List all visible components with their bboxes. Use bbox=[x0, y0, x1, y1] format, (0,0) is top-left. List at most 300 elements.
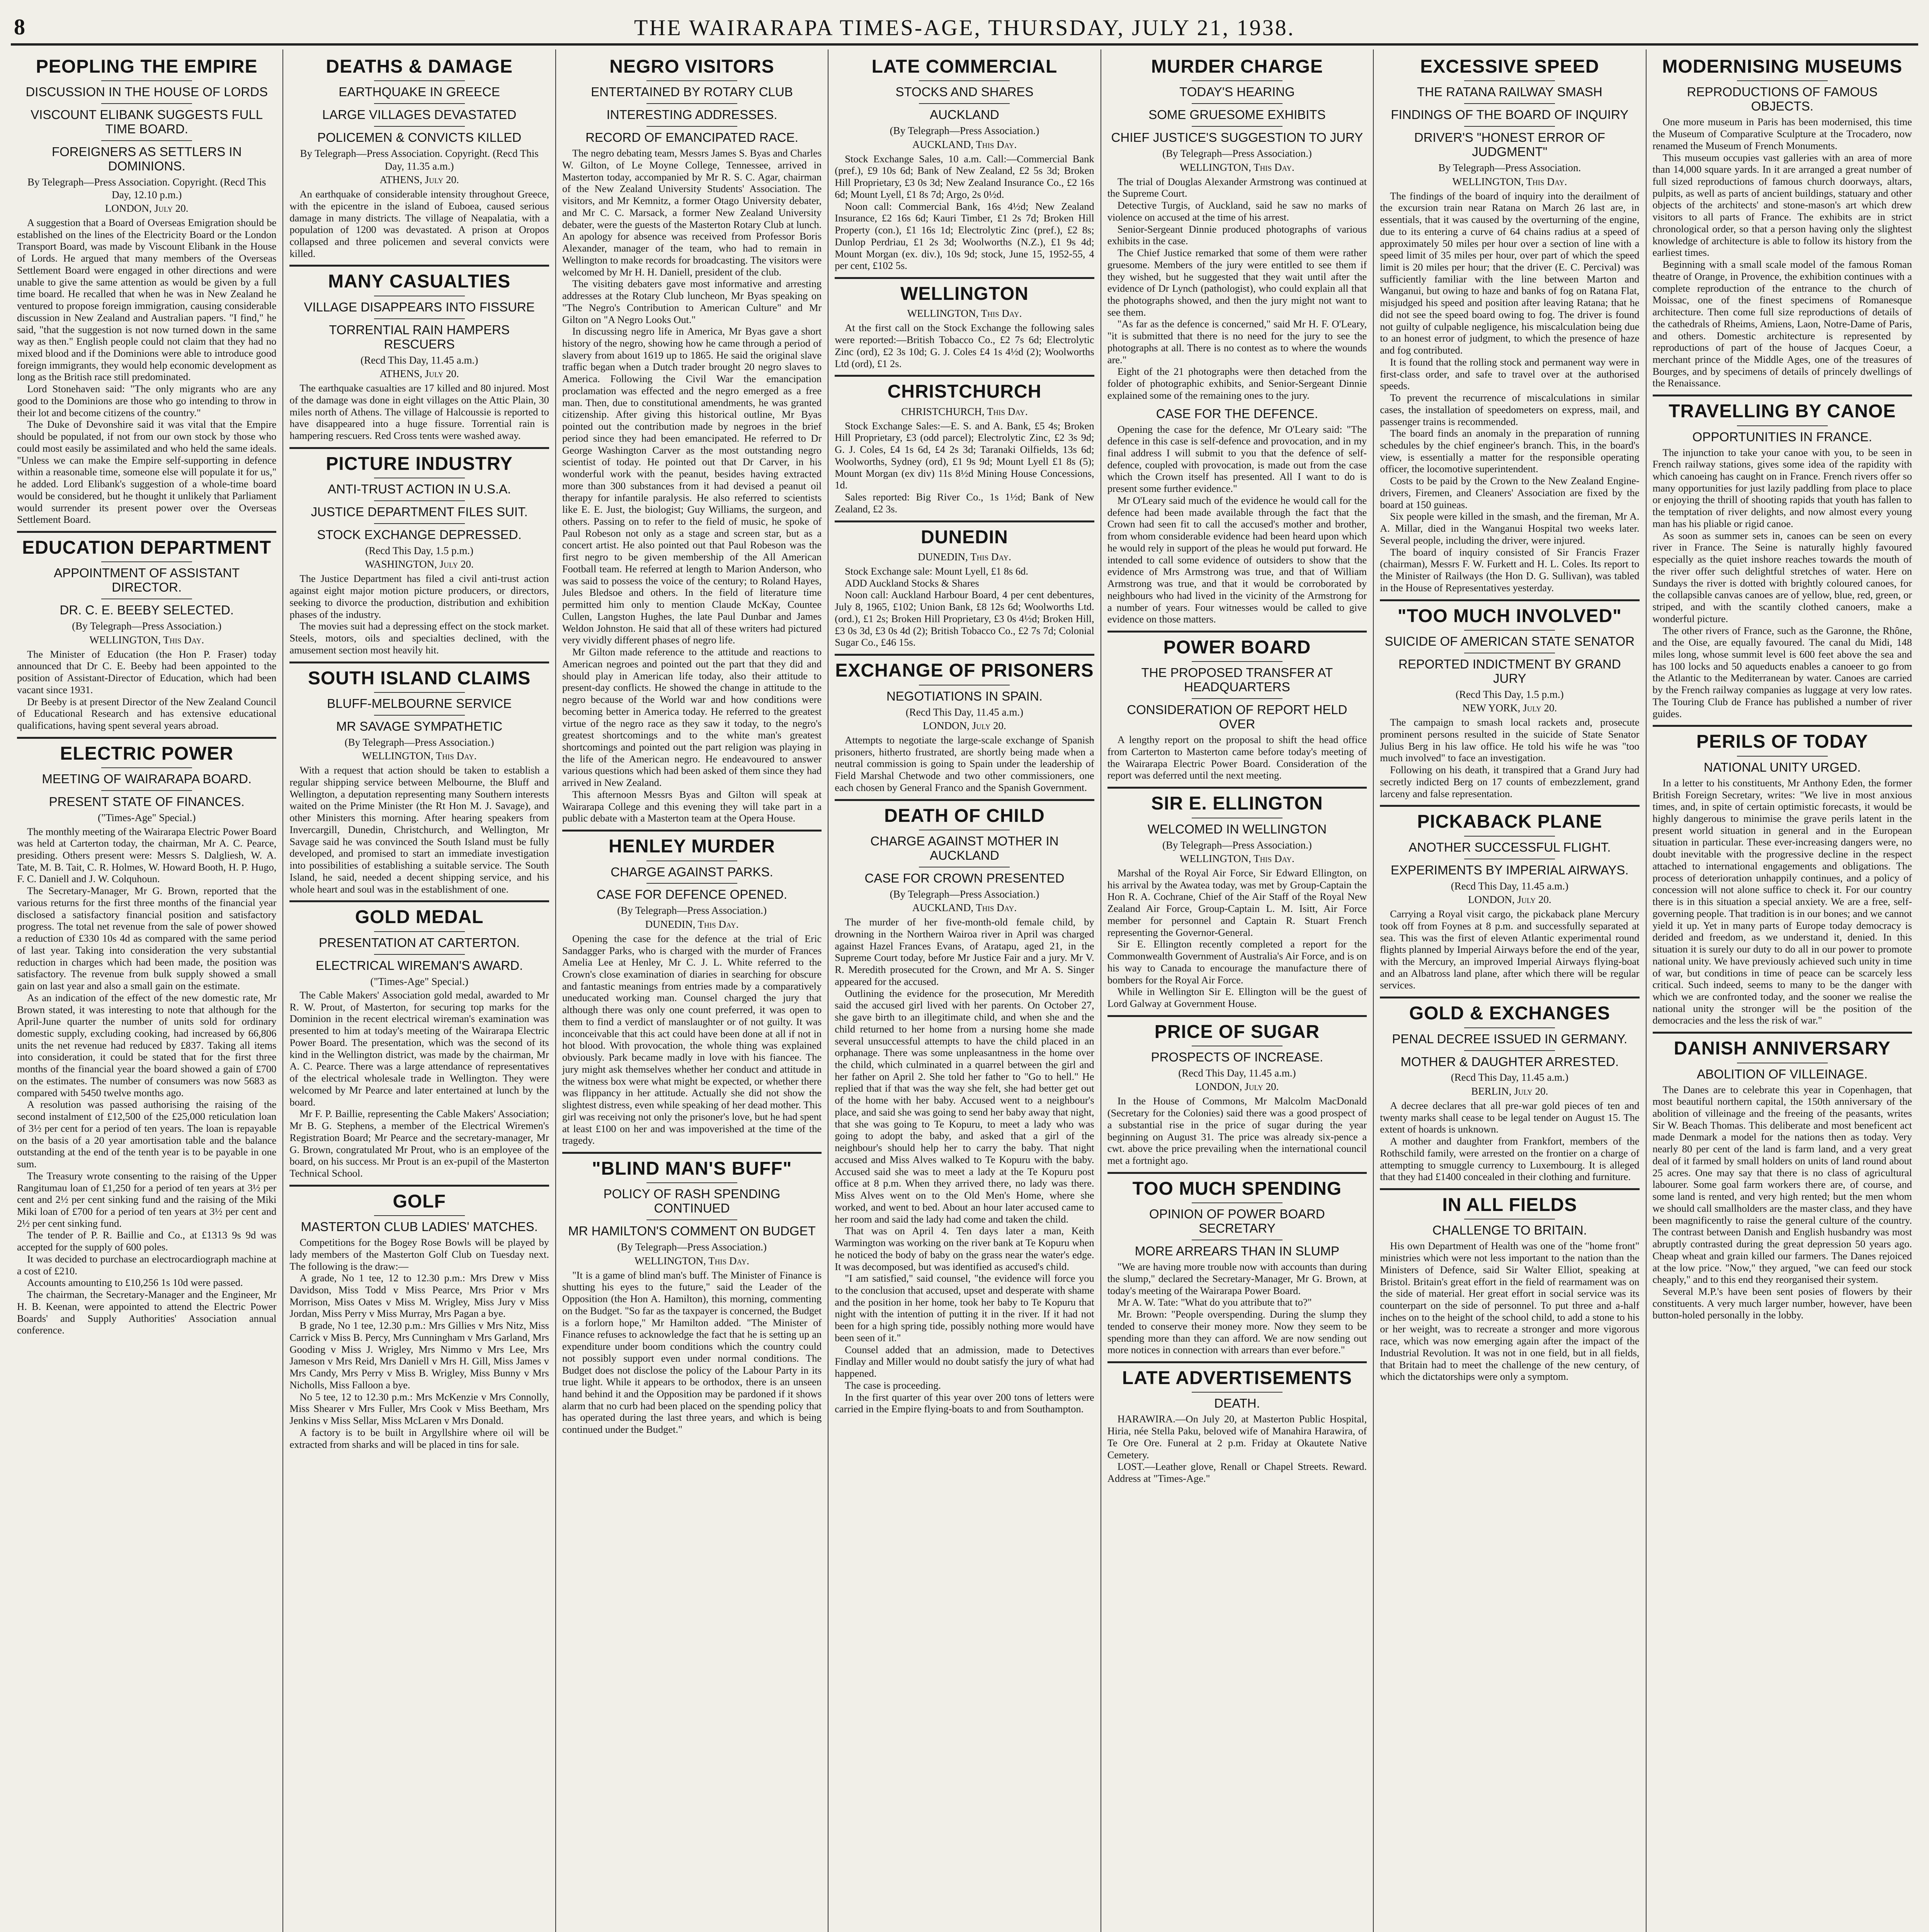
article-paragraph: Noon call: Auckland Harbour Board, 4 per cent debentures, July 8, 1965, £102; Union Bank, £8 12s 6d; Woolworths Ltd. (ord.), £1 2s; Broken Hill Proprietary, £3 0s 4½d; Broken Hill, £3 0s 3d, £3 0s 4d (2); British Tobacco Co., £2 7s 7d; Colonial Sugar Co., £46 15s. bbox=[835, 589, 1094, 648]
article-paragraph: The movies suit had a depressing effect on the stock market. Steels, motors, oils and specialties declined, with the amusement section most heavily hit. bbox=[289, 620, 549, 656]
byline: (Recd This Day, 11.45 a.m.) bbox=[1451, 880, 1568, 892]
headline: DEATHS & DAMAGE bbox=[326, 56, 513, 77]
byline: (By Telegraph—Press Association.) bbox=[890, 125, 1039, 137]
divider bbox=[374, 954, 465, 955]
subheadline: PROSPECTS OF INCREASE. bbox=[1151, 1050, 1323, 1065]
article-paragraph: The tender of P. R. Baillie and Co., at £1313 9s 9d was accepted for the supply of 600 poles. bbox=[17, 1229, 277, 1253]
article-paragraph: The Treasury wrote consenting to the raising of the Upper Rangitumau loan of £1,250 for a period of ten years at 3½ per cent and 2½ per cent sinking fund and the raising of the Miki Miki loan of £700 for a period of ten years at 3½ per cent and 2½ per cent sinking fund. bbox=[17, 1170, 277, 1229]
byline: By Telegraph—Press Association. Copyright. (Recd This Day, 12.10 p.m.) bbox=[27, 176, 266, 201]
column bbox=[283, 49, 556, 1932]
headline: ELECTRIC POWER bbox=[17, 737, 276, 764]
subheadline: DISCUSSION IN THE HOUSE OF LORDS bbox=[26, 85, 268, 99]
divider bbox=[1192, 1202, 1283, 1203]
article-paragraph: The findings of the board of inquiry into the derailment of the excursion train near Ratana on March 26 last are, in essentials, that it was caused by the overturning of the engine, due to its entering a curve of 64 chains radius at a speed of approximately 50 miles per hour over a section of line with a speed limit of 35 miles per hour, over part of which the speed limit is 20 miles per hour; that the driver (E. C. Percival) was sufficiently familiar with the line between Marton and Wanganui, but owing to haze and banks of fog on Ratana Flat, misjudged his speed and position after leaving Ratana; that he did not see the speed board owing to fog. The driver is found not guilty of culpable negligence, his miscalculation being due to an honest error of judgment, to which the presence of haze and fog contributed. bbox=[1380, 190, 1640, 356]
subheadline: FINDINGS OF THE BOARD OF INQUIRY bbox=[1391, 107, 1629, 122]
divider bbox=[1192, 103, 1283, 104]
headline: LATE ADVERTISEMENTS bbox=[1107, 1361, 1367, 1388]
divider bbox=[1737, 756, 1828, 757]
dateline: ATHENS, July 20. bbox=[379, 368, 459, 380]
article bbox=[835, 277, 1094, 369]
column bbox=[828, 49, 1101, 1932]
article-paragraph: "As far as the defence is concerned," said Mr H. F. O'Leary, "it is submitted that there is no need for the jury to see the photographs at all. There is no contest as to where the wounds are." bbox=[1107, 318, 1367, 366]
article-paragraph: Stock Exchange sale: Mount Lyell, £1 8s 6d. bbox=[845, 565, 1028, 577]
article bbox=[1107, 407, 1367, 625]
byline: (By Telegraph—Press Association.) bbox=[1162, 839, 1312, 851]
article bbox=[289, 900, 549, 1179]
article-paragraph: Following on his death, it transpired that a Grand Jury had secretly indicted Berg on 17 counts of embezzlement, grand larceny and false representation. bbox=[1380, 764, 1640, 799]
divider bbox=[374, 523, 465, 524]
article bbox=[1380, 599, 1639, 800]
subheadline: OPINION OF POWER BOARD SECRETARY bbox=[1149, 1207, 1325, 1236]
article-paragraph: As an indication of the effect of the new domestic rate, Mr Brown stated, it was interesting to note that although for the April-June quarter the number of units sold for ordinary domestic supply, excluding cooking, had increased by 66,806 units the net revenue had reduced by £837. Taking all items into consideration, it could be stated that for the first three months of the financial year the board showed a gain of £700 on the estimates. The number of consumers was now 5683 as compared with 5450 twelve months ago. bbox=[17, 992, 277, 1099]
byline: (Recd This Day, 11.45 a.m.) bbox=[905, 706, 1024, 718]
divider bbox=[101, 140, 192, 141]
article-paragraph: A mother and daughter from Frankfort, members of the Rothschild family, were arrested on the frontier on a charge of attempting to smuggle currency to Luxembourg. It is alleged that they had £1400 concealed in their clothing and furniture. bbox=[1380, 1135, 1640, 1183]
subheadline: POLICEMEN & CONVICTS KILLED bbox=[317, 130, 522, 145]
article-paragraph: The negro debating team, Messrs James S. Byas and Charles W. Gilton, of Le Moyne College, Tennessee, arrived in Masterton today, accompanied by Mr R. S. C. Agar, chairman of the New Zealand University Students' Association. The visitors, and Mr Kemnitz, a former Otago University debater, and Mr C. C. Marsack, a former New Zealand University debater, were the guests of the Masterton Rotary Club at lunch. An apology for absence was received from Professor Boris Alexander, manager of the team, who had to remain in Wellington to make records for broadcasting. The visitors were welcomed by Mr H. H. Daniell, president of the club. bbox=[562, 147, 822, 278]
article bbox=[1380, 56, 1639, 594]
headline: GOLD & EXCHANGES bbox=[1380, 997, 1639, 1023]
subheadline: LARGE VILLAGES DEVASTATED bbox=[322, 107, 517, 122]
article-paragraph: "It is a game of blind man's buff. The Minister of Finance is shutting his eyes to the future," said the Leader of the Opposition (the Hon A. Hamilton), this morning, commenting on the Budget. "So far as the taxpayer is concerned, the Budget is a forlorn hope," Mr Hamilton added. "The Minister of Finance refuses to acknowledge the fact that he is setting up an expenditure under boom conditions which the country could not possibly support even under normal conditions. The Budget does not disclose the policy of the Labour Party in its true light. While it appears to be orthodox, there is an unseen hand behind it and the Opposition may be pardoned if it shows alarm that no curb had been placed on the spending policy that has operated during the last three years, and which is being continued under the Budget." bbox=[562, 1269, 822, 1435]
divider bbox=[1737, 425, 1828, 426]
article-paragraph: Opening the case for the defence at the trial of Eric Sandagger Parks, who is charged with the murder of Frances Amelia Lee at Henley, Mr C. J. L. White referred to the Crown's close examination of diaries in searching for obscure and fantastic meanings from entries made by a comparatively uneducated working man. Counsel charged the jury that although there was only one count preferred, it was open to them to find a verdict of manslaughter or of not guilty. It was inconceivable that this act could have been done at all if not in hot blood. With provocation, the whole thing was explained obviously. Park became madly in love with his fiancee. The jury might ask themselves whether her conduct and attitude in the witness box were what might be expected, or whether there was flippancy in her attitude. Actually she did not show the slightest distress, even while speaking of her dead mother. This girl was receiving not only the prisoner's love, but he had spent at least £100 on her and was impoverished at the time of the tragedy. bbox=[562, 932, 822, 1146]
dateline: CHRISTCHURCH, This Day. bbox=[901, 405, 1028, 417]
byline: (Recd This Day, 11.45 a.m.) bbox=[1178, 1067, 1296, 1079]
headline: MODERNISING MUSEUMS bbox=[1662, 56, 1903, 77]
article-paragraph: Lord Stonehaven said: "The only migrants who are any good to the Dominions are those who go intending to throw in their lot and become citizens of the country." bbox=[17, 383, 277, 418]
headline: PEOPLING THE EMPIRE bbox=[36, 56, 258, 77]
article-paragraph: Stock Exchange Sales, 10 a.m. Call:—Commercial Bank (pref.), £9 10s 6d; Bank of New Zealand, £2 5s 3d; Broken Hill Proprietary, £3 0s 3d; New Zealand Insurance Co., £2 16s 6d; Mount Lyell, £1 8s 7d; Argo, 2s 0½d. bbox=[835, 153, 1094, 200]
article-paragraph: A suggestion that a Board of Overseas Emigration should be established on the lines of the Electricity Board or the London Transport Board, was made by Viscount Elibank in the House of Lords. He argued that many members of the Overseas Settlement Board were engaged in other directions and were unable to give the same attention as would be given by a full time board. He recalled that when he was in New Zealand he ventured to propose foreign immigration, causing considerable discussion in New Zealand and Australian papers. "I find," he said, "that the suggestion is not now turned down in the same way as then." English people could not claim that they had no mixed blood and if the Dominions were able to introduce good foreign immigrants, they would help economic development as long as the British race still predominated. bbox=[17, 216, 277, 383]
divider bbox=[374, 1215, 465, 1216]
subheadline: NATIONAL UNITY URGED. bbox=[1704, 760, 1861, 774]
divider bbox=[1464, 836, 1555, 837]
article bbox=[835, 520, 1094, 649]
article bbox=[17, 531, 276, 731]
divider bbox=[101, 790, 192, 791]
headline: WELLINGTON bbox=[835, 277, 1094, 304]
subheadline: RECORD OF EMANCIPATED RACE. bbox=[585, 130, 798, 145]
divider bbox=[1192, 698, 1283, 699]
dateline: LONDON, July 20. bbox=[1468, 894, 1551, 906]
subheadline: DR. C. E. BEEBY SELECTED. bbox=[60, 603, 234, 617]
article-paragraph: Mr Gilton made reference to the attitude and reactions to American negroes and pointed out the part that they did and should play in American life today, also their attitude to present-day conflicts. He showed the change in attitude to the negro because of the World war and how conditions were becoming better in America today. He referred to the greatest virtue of the negro race as they saw it today, to the negro's greatest shortcomings and to the white man's greatest shortcomings and pointed out the part religion was playing in the life of the American negro. He endeavoured to answer various questions which had been asked of them since they had arrived in New Zealand. bbox=[562, 646, 822, 789]
divider bbox=[646, 883, 737, 884]
byline: (By Telegraph—Press Association.) bbox=[617, 1241, 767, 1253]
subheadline: MASTERTON CLUB LADIES' MATCHES. bbox=[301, 1219, 538, 1234]
divider bbox=[1192, 126, 1283, 127]
subheadline: NEGOTIATIONS IN SPAIN. bbox=[886, 689, 1043, 703]
dateline: AUCKLAND, This Day. bbox=[912, 902, 1017, 914]
dateline: ATHENS, July 20. bbox=[379, 174, 459, 186]
article bbox=[1653, 56, 1912, 389]
dateline: WELLINGTON, This Day. bbox=[1452, 175, 1567, 187]
article-paragraph: Competitions for the Bogey Rose Bowls will be played by lady members of the Masterton Golf Club on Tuesday next. The following is the draw:— bbox=[289, 1236, 549, 1272]
subheadline: MOTHER & DAUGHTER ARRESTED. bbox=[1400, 1054, 1619, 1069]
article bbox=[289, 447, 549, 656]
dateline: LONDON, July 20. bbox=[105, 202, 189, 214]
headline: DEATH OF CHILD bbox=[835, 799, 1094, 826]
article-paragraph: The Cable Makers' Association gold medal, awarded to Mr R. W. Prout, of Masterton, for securing top marks for the Dominion in the recent electrical wireman's examination was presented to him at today's meeting of the Wairarapa Electric Power Board. The presentation, which was the second of its kind in the Wellington district, was made by the chairman, Mr A. C. Pearce. There was a large attendance of representatives of the electrical wholesale trade in Wellington. They were welcomed by Mr Pearce and later entertained at lunch by the board. bbox=[289, 989, 549, 1108]
divider bbox=[1737, 80, 1828, 81]
subheadline: CASE FOR DEFENCE OPENED. bbox=[596, 887, 788, 902]
headline: EXCESSIVE SPEED bbox=[1420, 56, 1599, 77]
headline: NEGRO VISITORS bbox=[609, 56, 774, 77]
article-paragraph: In discussing negro life in America, Mr Byas gave a short history of the negro, showing how he came through a period of slavery from about 1619 up to 1865. He said the original slave traffic began when a Dutch trader brought 20 negro slaves to America. Following the Civil War the emancipation proclamation was effected and the negro emerged as a free man. Then, due to constitutional amendments, he was granted citizenship. After giving this historical outline, Mr Byas pointed out the contribution made by negroes in the brief period since they had been emancipated. He referred to Dr George Washington Carver as the most outstanding negro scientist of today. He pointed out that Dr Carver, in his wonderful work with the peanut, besides having extracted more than 300 substances from it had devised a peanut oil therapy for infantile paralysis. He also referred to scientists like E. E. Just, the biologist; Guy Williams, the surgeon, and others. Passing on to refer to the field of music, he spoke of Paul Robeson not only as a stage and screen star, but as a concert artist. He also pointed out that Paul Robeson was the first negro to be given membership of the All American Football team. He referred at length to Marion Anderson, who was said to possess the voice of the century; to Roland Hayes, Jules Bledsoe and others. In the field of literature time permitted him only to mention Claude McKay, Countee Cullen, Langston Hughes, the late Paul Dunbar and James Weldon Johnston. He said that all of these writers had pictured very vividly different phases of negro life. bbox=[562, 325, 822, 646]
divider bbox=[646, 80, 737, 81]
article-paragraph: This afternoon Messrs Byas and Gilton will speak at Wairarapa College and this evening they will take part in a public debate with a Masterton team at the Opera House. bbox=[562, 788, 822, 824]
subheadline: PENAL DECREE ISSUED IN GERMANY. bbox=[1392, 1031, 1628, 1046]
article-paragraph: It was decided to purchase an electrocardiograph machine at a cost of £210. bbox=[17, 1253, 277, 1277]
article-paragraph: The Duke of Devonshire said it was vital that the Empire should be populated, if not from our own stock by those who could most easily be assimilated and who held the same ideals. "Unless we can make the Empire self-supporting in defence within a reasonable time, someone else will populate it for us," he added. Lord Elibank's suggestion of a whole-time board would be considered, but he thought it unlikely that Parliament would surrender its present power over the Overseas Settlement Board. bbox=[17, 418, 277, 526]
headline: "BLIND MAN'S BUFF" bbox=[562, 1152, 822, 1179]
headline: MANY CASUALTIES bbox=[289, 265, 549, 291]
article bbox=[289, 56, 549, 259]
subheadline: SUICIDE OF AMERICAN STATE SENATOR bbox=[1385, 634, 1635, 648]
article bbox=[835, 799, 1094, 1415]
article-paragraph: As soon as summer sets in, canoes can be seen on every river in France. The Seine is naturally highly favoured especially as the quiet inshore reaches towards the mouth of the river offer such delightful stretches of water. Here on Sundays the river is dotted with brightly coloured canoes, for the collapsible canvas canoes are of yellow, blue, red, green, or striped, and with the scantily clothed canoers, make a wonderful picture. bbox=[1652, 529, 1912, 624]
dateline: WELLINGTON, This Day. bbox=[907, 308, 1022, 320]
subheadline: MR HAMILTON'S COMMENT ON BUDGET bbox=[568, 1224, 816, 1238]
article bbox=[1107, 787, 1367, 1010]
subheadline: APPOINTMENT OF ASSISTANT DIRECTOR. bbox=[54, 566, 240, 595]
headline: LATE COMMERCIAL bbox=[871, 56, 1058, 77]
divider bbox=[919, 80, 1010, 81]
columns bbox=[11, 49, 1918, 1932]
article-paragraph: LOST.—Leather glove, Renall or Chapel Streets. Reward. Address at "Times-Age." bbox=[1107, 1461, 1367, 1484]
subheadline: SOME GRUESOME EXHIBITS bbox=[1148, 107, 1326, 122]
article-paragraph: The campaign to smash local rackets and, prosecute prominent persons resulted in the suicide of State Senator Julius Berg in his law office. He told his wife he was "too much involved" to face an investigation. bbox=[1380, 716, 1640, 764]
subheadline: MEETING OF WAIRARAPA BOARD. bbox=[42, 772, 252, 786]
article-paragraph: One more museum in Paris has been modernised, this time the Museum of Comparative Sculpture at the Trocadero, now renamed the Museum of French Monuments. bbox=[1652, 116, 1912, 151]
divider bbox=[101, 103, 192, 104]
divider bbox=[1464, 103, 1555, 104]
article-paragraph: Detective Turgis, of Auckland, said he saw no marks of violence on accused at the time of his arrest. bbox=[1107, 199, 1367, 223]
subheadline: CHARGE AGAINST PARKS. bbox=[611, 864, 773, 879]
article bbox=[1107, 631, 1367, 781]
article-paragraph: The case is proceeding. bbox=[845, 1379, 941, 1391]
article bbox=[835, 56, 1094, 272]
column bbox=[1374, 49, 1646, 1932]
byline: ("Times-Age" Special.) bbox=[370, 975, 468, 987]
divider bbox=[374, 126, 465, 127]
article-paragraph: Mr A. W. Tate: "What do you attribute that to?" bbox=[1117, 1296, 1312, 1308]
column bbox=[556, 49, 828, 1932]
headline: GOLD MEDAL bbox=[289, 900, 549, 927]
headline: TRAVELLING BY CANOE bbox=[1653, 395, 1912, 421]
article bbox=[1107, 56, 1367, 401]
article-paragraph: The board finds an anomaly in the preparation of running schedules by the chief engineer's branch. This, in the board's view, is essentially a matter for the responsible operating officer, the locomotive superintendent. bbox=[1380, 427, 1640, 475]
dateline: WASHINGTON, July 20. bbox=[365, 558, 474, 570]
divider bbox=[646, 1182, 737, 1183]
article-paragraph: To prevent the recurrence of miscalculations in similar cases, the installation of speedometers on express, mail, and passenger trains is recommended. bbox=[1380, 392, 1640, 427]
subheadline: CASE FOR THE DEFENCE. bbox=[1156, 406, 1318, 421]
byline: By Telegraph—Press Association. Copyright. (Recd This Day, 11.35 a.m.) bbox=[300, 148, 539, 172]
article-paragraph: "I am satisfied," said counsel, "the evidence will force you to the conclusion that accused, upset and desperate with shame and the position in her home, took her baby to Te Kopuru that night with the intention of putting it in the river. If it had not been for a high spring tide, possibly nothing more would have been seen of it." bbox=[835, 1272, 1094, 1344]
headline: "TOO MUCH INVOLVED" bbox=[1380, 599, 1639, 626]
dateline: WELLINGTON, This Day. bbox=[362, 750, 477, 762]
article bbox=[289, 1185, 549, 1451]
article-paragraph: Carrying a Royal visit cargo, the pickaback plane Mercury took off from Foynes at 8 p.m. and successfully separated at sea. This was the first of eleven Atlantic experimental round flights planned by Imperial Airways before the end of the year, with the Mercury, an improved Imperial Airways flying-boat and an Albatross land plane, after which there will be regular services. bbox=[1380, 908, 1640, 991]
divider bbox=[101, 767, 192, 768]
divider bbox=[1464, 80, 1555, 81]
subheadline: POLICY OF RASH SPENDING CONTINUED bbox=[603, 1187, 781, 1216]
subheadline: VILLAGE DISAPPEARS INTO FISSURE bbox=[304, 299, 535, 314]
article-paragraph: This museum occupies vast galleries with an area of more than 14,000 square yards. In it are arranged a great number of full sized reproductions of famous church doorways, altars, pulpits, as well as parts of ancient buildings, statuary and other objects of the architects' and stone-mason's art which drew visitors to all parts of France. The exhibits are in strict chronological order, so that a person having only the slightest knowledge of architecture is able to follow its history from the earliest times. bbox=[1652, 151, 1912, 259]
headline: TOO MUCH SPENDING bbox=[1107, 1172, 1367, 1199]
subheadline: DRIVER'S "HONEST ERROR OF JUDGMENT" bbox=[1414, 130, 1605, 159]
dateline: LONDON, July 20. bbox=[923, 719, 1006, 731]
divider bbox=[1464, 126, 1555, 127]
subheadline: WELCOMED IN WELLINGTON bbox=[1147, 821, 1327, 836]
byline: (By Telegraph—Press Association.) bbox=[72, 620, 222, 632]
divider bbox=[374, 318, 465, 319]
byline: (By Telegraph—Press Association.) bbox=[617, 905, 767, 917]
headline: SIR E. ELLINGTON bbox=[1107, 787, 1367, 813]
byline: (Recd This Day, 1.5 p.m.) bbox=[365, 545, 473, 556]
headline: PICKABACK PLANE bbox=[1380, 805, 1639, 832]
subheadline: REPORTED INDICTMENT BY GRAND JURY bbox=[1398, 656, 1621, 685]
subheadline: ANTI-TRUST ACTION IN U.S.A. bbox=[328, 482, 511, 497]
page-number: 8 bbox=[14, 14, 25, 39]
article-paragraph: Costs to be paid by the Crown to the New Zealand Engine-drivers, Firemen, and Cleaners' Association are fixed by the board at 150 guineas. bbox=[1380, 475, 1640, 510]
headline: SOUTH ISLAND CLAIMS bbox=[289, 662, 549, 688]
dateline: DUNEDIN, This Day. bbox=[645, 918, 739, 930]
article-paragraph: Marshal of the Royal Air Force, Sir Edward Ellington, on his arrival by the Awatea today, was met by Group-Captain the Hon R. A. Cochrane, Chief of the Air Staff of the Royal New Zealand Air Force, Group-Captain L. M. Isitt, Air Force member for personnel and Captain R. Stuart French representing the Governor-General. bbox=[1107, 867, 1367, 938]
divider bbox=[1464, 1027, 1555, 1028]
article-paragraph: Sir E. Ellington recently completed a report for the Commonwealth Government of Australia's Air Force, and is on his way to Canada to encourage the manufacture there of bombers for the Royal Air Force. bbox=[1107, 938, 1367, 986]
subheadline: PRESENT STATE OF FINANCES. bbox=[49, 794, 245, 809]
headline: HENLEY MURDER bbox=[562, 830, 822, 856]
headline: EDUCATION DEPARTMENT bbox=[17, 531, 276, 558]
article-paragraph: In the House of Commons, Mr Malcolm MacDonald (Secretary for the Colonies) said there was a good prospect of a substantial rise in the price of sugar during the year beginning on August 31. The price was already six-pence a cwt. above the price prevailing when the international council met a fortnight ago. bbox=[1107, 1095, 1367, 1167]
article-paragraph: It is found that the rolling stock and permanent way were in first-class order, and safe to travel over at the authorised speeds. bbox=[1380, 356, 1640, 392]
article-paragraph: An earthquake of considerable intensity throughout Greece, with the epicentre in the island of Euboea, caused serious damage in many districts. The village of Neapalatia, with a population of 1200 was devastated. A prison at Oropos collapsed and three policemen and several convicts were killed. bbox=[289, 188, 549, 259]
article-paragraph: The earthquake casualties are 17 killed and 80 injured. Most of the damage was done in eight villages on the Attic Plain, 30 miles north of Athens. The village of Halcoussie is reported to have disappeared into a huge fissure. Torrential rain is hampering rescuers. Red Cross tents were washed away. bbox=[289, 382, 549, 442]
article-paragraph: The Chief Justice remarked that some of them were rather gruesome. Members of the jury were entitled to see them if they wished, but he suggested that they wait until after the evidence of Dr Lynch (pathologist), who could explain all that the photographs showed, and then the jury might not want to see them. bbox=[1107, 247, 1367, 318]
dateline: DUNEDIN, This Day. bbox=[918, 551, 1011, 563]
dateline: WELLINGTON, This Day. bbox=[1180, 852, 1295, 864]
article-paragraph: "We are having more trouble now with accounts than during the slump," declared the Secretary-Manager, Mr G. Brown, at today's meeting of the Wairarapa Power Board. bbox=[1107, 1261, 1367, 1296]
divider bbox=[101, 80, 192, 81]
byline: (By Telegraph—Press Association.) bbox=[1162, 148, 1312, 160]
dateline: WELLINGTON, This Day. bbox=[634, 1255, 749, 1267]
article-paragraph: Eight of the 21 photographs were then detached from the folder of photographic exhibits, and Senior-Sergeant Dinnie explained some of the remaining ones to the jury. bbox=[1107, 366, 1367, 401]
subheadline: CONSIDERATION OF REPORT HELD OVER bbox=[1127, 702, 1347, 731]
article-paragraph: The visiting debaters gave most informative and arresting addresses at the Rotary Club luncheon, Mr Byas speaking on "The Negro's Contribution to American Culture" and Mr Gilton on "A Negro Looks Out." bbox=[562, 278, 822, 325]
article-paragraph: Six people were killed in the smash, and the fireman, Mr A. A. Millar, died in the Wanganui Hospital two weeks later. Several people, including the driver, were injured. bbox=[1380, 510, 1640, 546]
article-paragraph: The trial of Douglas Alexander Armstrong was continued at the Supreme Court. bbox=[1107, 175, 1367, 199]
article-paragraph: Attempts to negotiate the large-scale exchange of Spanish prisoners, hitherto frustrated, are shortly being made when a neutral commission is going to Spain under the leadership of Field Marshal Chetwode and two other commissioners, one each chosen by General Franco and the Spanish Government. bbox=[835, 734, 1094, 793]
column bbox=[1101, 49, 1374, 1932]
article-paragraph: In the first quarter of this year over 200 tons of letters were carried in the Empire flying-boats to and from Southampton. bbox=[835, 1391, 1094, 1415]
subheadline: ENTERTAINED BY ROTARY CLUB bbox=[591, 85, 793, 99]
article-paragraph: The Secretary-Manager, Mr G. Brown, reported that the various returns for the first three months of the financial year disclosed a satisfactory financial position and satisfactory progress. The total net revenue from the sale of power showed a reduction of £330 10s 4d as compared with the same period of last year. Taking into consideration the very substantial reduction in charges which had been made, the position was satisfactory. The revenue from bulk supply showed a small gain on last year and also a small gain on the estimate. bbox=[17, 885, 277, 992]
article-paragraph: HARAWIRA.—On July 20, at Masterton Public Hospital, Hiria, née Stella Paku, beloved wife of Manahira Harawira, of Te Ore Ore. Funeral at 2 p.m. Friday at Okautete Native Cemetery. bbox=[1107, 1413, 1367, 1461]
subheadline: BLUFF-MELBOURNE SERVICE bbox=[327, 696, 512, 711]
masthead bbox=[11, 12, 1918, 46]
divider bbox=[919, 103, 1010, 104]
article-paragraph: Dr Beeby is at present Director of the New Zealand Council of Educational Research and has extensive educational qualifications, having spent several years abroad. bbox=[17, 696, 277, 731]
article bbox=[1653, 395, 1912, 719]
article-paragraph: Senior-Sergeant Dinnie produced photographs of various exhibits in the case. bbox=[1107, 223, 1367, 247]
divider bbox=[1192, 80, 1283, 81]
article-paragraph: The Minister of Education (the Hon P. Fraser) today announced that Dr C. E. Beeby had been appointed to the position of Assistant-Director of Education, which had been vacant since 1931. bbox=[17, 648, 277, 696]
article-paragraph: No 5 tee, 12 to 12.30 p.m.: Mrs McKenzie v Mrs Connolly, Miss Shearer v Mrs Fuller, Mrs Cook v Miss Beetham, Mrs Jenkins v Miss Sellar, Miss McLaren v Mrs Donald. bbox=[289, 1391, 549, 1427]
headline: PRICE OF SUGAR bbox=[1107, 1015, 1367, 1042]
subheadline: CHIEF JUSTICE'S SUGGESTION TO JURY bbox=[1111, 130, 1363, 145]
subheadline: EXPERIMENTS BY IMPERIAL AIRWAYS. bbox=[1391, 862, 1629, 877]
column bbox=[1647, 49, 1918, 1932]
article-paragraph: Counsel added that an admission, made to Detectives Findlay and Miller would no doubt satisfy the jury of what had happened. bbox=[835, 1344, 1094, 1379]
article-paragraph: A grade, No 1 tee, 12 to 12.30 p.m.: Mrs Drew v Miss Davidson, Miss Todd v Miss Pearce, Mrs Prior v Mrs Morrison, Miss Oates v Miss M. Wrigley, Miss Jury v Miss Jordan, Miss Perry v Miss Murray, Mrs Pagan a bye. bbox=[289, 1272, 549, 1320]
article bbox=[562, 56, 822, 824]
subheadline: JUSTICE DEPARTMENT FILES SUIT. bbox=[311, 505, 528, 519]
divider bbox=[1464, 1050, 1555, 1051]
article-paragraph: Mr O'Leary said much of the evidence he would call for the defence had been made available through the fact that the Crown had seen fit to call the accused's mother and brother, from whom considerable evidence had been heard upon which he would rely in support of the pleas he would put forward. He intended to call some evidence of outsiders to show that the evidence of Mrs Armstrong was true, and that of William Armstrong was true, and that it would be corroborated by neighbours who had lived in the vicinity of the Armstrong for a number of years. Four witnesses would be called to give evidence on those matters. bbox=[1107, 494, 1367, 625]
subheadline: OPPORTUNITIES IN FRANCE. bbox=[1692, 429, 1872, 444]
subheadline: ELECTRICAL WIREMAN'S AWARD. bbox=[316, 958, 523, 973]
article-paragraph: The Danes are to celebrate this year in Copenhagen, that most beautiful northern capital, the 150th anniversary of the abolition of villeinage and the freeing of the peasants, writes Sir W. Beach Thomas. This deliberate and most beneficent act made Denmark a model for the nations then as today. Very nearly 80 per cent of the land is farm land, and a very great deal of it farmed by small holders on units of land round about 25 acres. One may say that there is no class of agricultural labourer. Some goal farm workers there are, of course, and some land is rented, and very high rented; but the men whom we should call smallholders are the master class, and they have been magnificently to raise the general culture of the country. The contrast between Danish and English husbandry was most abruptly contrasted during the great depression 50 years ago. Cheap wheat and grain killed our farmers. The Danes rejoiced at the low price. "Now," they argued, "we can feed our stock cheaply," and to this end they reorganised their system. bbox=[1652, 1083, 1912, 1286]
article bbox=[289, 662, 549, 895]
article bbox=[1380, 1188, 1639, 1383]
byline: ("Times-Age" Special.) bbox=[97, 812, 196, 824]
article bbox=[1653, 725, 1912, 1026]
article bbox=[562, 830, 822, 1146]
article bbox=[835, 654, 1094, 793]
article-paragraph: B grade, No 1 tee, 12.30 p.m.: Mrs Gillies v Mrs Nitz, Miss Carrick v Miss B. Percy, Mrs Cunningham v Mrs Garland, Mrs Gooding v Miss J. Wrigley, Mrs Nimmo v Mrs Lee, Mrs Jameson v Mrs Reid, Mrs Daniell v Mrs H. Gill, Miss James v Mrs Candy, Mrs Perry v Miss B. Wrigley, Miss Bunny v Mrs Nicholls, Miss Falloon a bye. bbox=[289, 1320, 549, 1391]
subheadline: MR SAVAGE SYMPATHETIC bbox=[336, 719, 503, 733]
subheadline: ABOLITION OF VILLEINAGE. bbox=[1697, 1066, 1868, 1081]
subheadline: PRESENTATION AT CARTERTON. bbox=[319, 935, 520, 950]
article-paragraph: Beginning with a small scale model of the famous Roman theatre of Orange, in Provence, the exhibition continues with a complete reproduction of the entrance to the church of Moissac, one of the finest specimens of Romanesque architecture. Then come full size reproductions of details of the cathedrals of Rheims, Amiens, Laon, Notre-Dame of Paris, and others. Domestic architecture is represented by reproductions of part of the house of Jacques Coeur, a merchant prince of the Middle Ages, one of the treasures of Bourges, and by specimens of details of princely dwellings of the Renaissance. bbox=[1652, 259, 1912, 389]
divider bbox=[646, 126, 737, 127]
article bbox=[835, 375, 1094, 515]
divider bbox=[646, 103, 737, 104]
subheadline: TORRENTIAL RAIN HAMPERS RESCUERS bbox=[329, 322, 510, 351]
article-paragraph: His own Department of Health was one of the "home front" ministries which were not less important to the nation than the Ministers of Defence, said Sir Walter Elliot, speaking at Bristol. Britain's great effort in the field of rearmament was on the side of material. Her great effort in social service was its counterpart on the side of personnel. To put three and a-half inches on to the height of the school child, to add a stone to his or her weight, was to recreate a stronger and more vigorous race, which was now emerging again after the impact of the Industrial Revolution. It was not in one field, but in all fields, that Britain had to meet the challenge of the new century, of which the dictatorships were only a symptom. bbox=[1380, 1240, 1640, 1383]
subheadline: CHARGE AGAINST MOTHER IN AUCKLAND bbox=[870, 833, 1059, 862]
article-paragraph: Mr. Brown: "People overspending. During the slump they tended to conserve their money more. Now they seem to be spending more than they can afford. We are now sending out more notices in connection with arrears than ever before." bbox=[1107, 1308, 1367, 1356]
headline: EXCHANGE OF PRISONERS bbox=[835, 654, 1094, 680]
article bbox=[562, 1152, 822, 1435]
article-paragraph: Noon call: Commercial Bank, 16s 4½d; New Zealand Insurance, £2 16s 6d; Kauri Timber, £1 2s 7d; Broken Hill Property (con.), £1 16s 1d; Electrolytic Zinc (pref.), £2 8s; Dunlop Perdriau, £1 2s 3d; Woolworths (N.Z.), £1 9s 4d; Mount Morgan (ex. div.), 10s 9d; stock, June 15, 1952-55, 4 per cent, £102 5s. bbox=[835, 200, 1094, 272]
column bbox=[11, 49, 283, 1932]
article-paragraph: Several M.P.'s have been sent posies of flowers by their constituents. A very much larger number, however, have been button-holed personally in the lobby. bbox=[1652, 1286, 1912, 1321]
divider bbox=[374, 103, 465, 104]
article-paragraph: In a letter to his constituents, Mr Anthony Eden, the former British Foreign Secretary, writes: "We live in most anxious times, and, in spite of certain optimistic forecasts, it would be highly dangerous to minimise the grave perils latent in the present world situation in general and in the European situation in particular. These ever-increasing dangers were, no doubt inevitable with the progressive decline in the respect attached to international engagements and obligations. The process of deterioration unhappily continues, and a policy of concession will not alone suffice to check it. For our country there is in this situation a special anxiety. We are a free, self-governing people. That tradition is in our bones; and we cannot yield it up. Yet in many parts of Europe today democracy is derided and freedom, as we understand it, denied. In this situation it is surely our duty to do all in our power to promote national unity. We have previously achieved such unity in time of war, but conditions in time of peace can be scarcely less critical. Such indeed, seems to many to be the danger with which we are confronted today, and the sooner we realise the national unity the stronger will be the position of the democracies and the less the risk of war." bbox=[1652, 777, 1912, 1026]
article-paragraph: A lengthy report on the proposal to shift the head office from Carterton to Masterton came before today's meeting of the Wairarapa Electric Power Board. Consideration of the report was deferred until the next meeting. bbox=[1107, 734, 1367, 781]
article bbox=[1107, 1361, 1367, 1485]
article bbox=[1380, 997, 1639, 1183]
dateline: BERLIN, July 20. bbox=[1471, 1085, 1548, 1097]
subheadline: STOCK EXCHANGE DEPRESSED. bbox=[317, 527, 522, 542]
headline: PICTURE INDUSTRY bbox=[289, 447, 549, 474]
headline: MURDER CHARGE bbox=[1151, 56, 1323, 77]
divider bbox=[374, 692, 465, 693]
article-paragraph: A factory is to be built in Argyllshire where oil will be extracted from sharks and will be placed in tins for sale. bbox=[289, 1426, 549, 1450]
article bbox=[17, 56, 276, 526]
article-paragraph: Stock Exchange Sales:—E. S. and A. Bank, £5 4s; Broken Hill Proprietary, £3 (odd parcel); Electrolytic Zinc, £2 3s 9d; G. J. Coles, £4 1s 6d, £4 2s 3d; Taranaki Oilfields, 13s 6d; Woolworths, Sydney (ord), £1 9s 9d; Mount Lyell £1 8s (5); Mount Morgan (ex div) 11s 8½d Mining House Concessions, 1d. bbox=[835, 420, 1094, 491]
subheadline: ANOTHER SUCCESSFUL FLIGHT. bbox=[1408, 840, 1611, 854]
article bbox=[289, 265, 549, 441]
article bbox=[1380, 805, 1639, 991]
article-paragraph: The monthly meeting of the Wairarapa Electric Power Board was held at Carterton today, the chairman, Mr A. C. Pearce, presiding. Others present were: Messrs S. Dalgliesh, W. A. Tate, M. B. Tait, C. R. Holmes, W. Howard Booth, H. P. Hugo, F. C. Daniell and J. W. Colquhoun. bbox=[17, 825, 277, 885]
divider bbox=[101, 561, 192, 562]
article-paragraph: ADD Auckland Stocks & Shares bbox=[845, 577, 979, 589]
article bbox=[1653, 1032, 1912, 1321]
article-paragraph: A decree declares that all pre-war gold pieces of ten and twenty marks shall cease to be legal tender on August 15. The extent of hoards is unknown. bbox=[1380, 1099, 1640, 1135]
divider bbox=[374, 715, 465, 716]
article-paragraph: At the first call on the Stock Exchange the following sales were reported:—British Tobacco Co., £2 7s 6d; Electrolytic Zinc (ord), £2 3s 10d; G. J. Coles £4 1s 4½d (2); Woolworths Ltd (ord), £1 2s. bbox=[835, 322, 1094, 369]
article-paragraph: A resolution was passed authorising the raising of the second instalment of £12,500 of the £25,000 reticulation loan of 3½ per cent for a period of ten years. The loan is repayable on the basis of a 20 year amortisation table and the balance outstanding at the end of the tenth year is to be payable in one sum. bbox=[17, 1099, 277, 1170]
headline: GOLF bbox=[289, 1185, 549, 1211]
article-paragraph: Mr F. P. Baillie, representing the Cable Makers' Association; Mr B. G. Stephens, a member of the Electrical Wiremen's Registration Board; Mr Pearce and the secretary-manager, Mr G. Brown, congratulated Mr Prout, who is an employee of the board, on his success. Mr Prout is an ex-pupil of the Masterton Technical School. bbox=[289, 1108, 549, 1179]
headline: CHRISTCHURCH bbox=[835, 375, 1094, 401]
subheadline: VISCOUNT ELIBANK SUGGESTS FULL TIME BOARD. bbox=[31, 107, 263, 136]
divider bbox=[1464, 630, 1555, 631]
headline: POWER BOARD bbox=[1107, 631, 1367, 657]
article-paragraph: Sales reported: Big River Co., 1s 1½d; Bank of New Zealand, £2 3s. bbox=[835, 491, 1094, 515]
article-paragraph: The board of inquiry consisted of Sir Francis Frazer (chairman), Messrs F. W. Furkett and H. L. Coles. Its report to the Minister of Railways (the Hon D. G. Sullivan), was tabled in the House of Representatives yesterday. bbox=[1380, 546, 1640, 594]
article bbox=[1107, 1015, 1367, 1167]
masthead-title: THE WAIRARAPA TIMES-AGE, THURSDAY, JULY 21, 1938. bbox=[634, 15, 1295, 40]
byline: (Recd This Day, 1.5 p.m.) bbox=[1455, 688, 1564, 700]
article-paragraph: That was on April 4. Ten days later a man, Keith Warmington was working on the river bank at Te Kopuru when he noticed the body of baby on the grass near the water's edge. It was decomposed, but was identified as accused's child. bbox=[835, 1225, 1094, 1272]
dateline: LONDON, July 20. bbox=[1195, 1081, 1279, 1093]
subheadline: STOCKS AND SHARES bbox=[895, 85, 1034, 99]
subheadline: DEATH. bbox=[1214, 1396, 1260, 1411]
subheadline: FOREIGNERS AS SETTLERS IN DOMINIONS. bbox=[51, 145, 242, 173]
headline: IN ALL FIELDS bbox=[1380, 1188, 1639, 1215]
subheadline: REPRODUCTIONS OF FAMOUS OBJECTS. bbox=[1687, 85, 1878, 114]
article-paragraph: The injunction to take your canoe with you, to be seen in French railway stations, gives some idea of the rapidity with which canoeing has caught on in France. French rivers offer so many opportunities for just lazily paddling from place to place or enjoying the thrill of shooting rapids that youth has fallen to the temptation of river delights, and now almost every young man has his pliable or rigid canoe. bbox=[1652, 446, 1912, 529]
subheadline: THE PROPOSED TRANSFER AT HEADQUARTERS bbox=[1141, 665, 1333, 694]
subheadline: CASE FOR CROWN PRESENTED bbox=[864, 871, 1065, 885]
divider bbox=[374, 80, 465, 81]
article-paragraph: Opening the case for the defence, Mr O'Leary said: "The defence in this case is self-defence and provocation, and in my final address I will submit to you that the defence of self-defence, coupled with provocation, is made out from the case which the Crown itself has presented. All I want to do is present some further evidence." bbox=[1107, 423, 1367, 495]
subheadline: INTERESTING ADDRESSES. bbox=[606, 107, 777, 122]
article-paragraph: The murder of her five-month-old female child, by drowning in the Northern Wairoa river in April was charged against Hazel Frances Evans, of Aratapu, aged 21, in the Supreme Court today, before Mr Justice Fair and a jury. Mr V. R. Meredith prosecuted for the Crown, and Mr A. S. Singer appeared for the accused. bbox=[835, 916, 1094, 987]
subheadline: TODAY'S HEARING bbox=[1179, 85, 1295, 99]
byline: (By Telegraph—Press Association.) bbox=[344, 736, 494, 748]
article-paragraph: With a request that action should be taken to establish a regular shipping service between Melbourne, the Bluff and Wellington, a deputation representing many Southern interests waited on the Prime Minister (the Rt Hon M. J. Savage), and other Ministers this morning. After hearing speakers from Invercargill, Dunedin, Christchurch, and Wellington, Mr Savage said he was convinced the South Island must be fully developed, and promised to start an immediate investigation into possibilities of establishing a suitable service. The South Island, he said, needed a decent shipping service, and his whole heart and soul was in the establishment of one. bbox=[289, 764, 549, 895]
byline: (By Telegraph—Press Association.) bbox=[890, 888, 1039, 900]
subheadline: EARTHQUAKE IN GREECE bbox=[339, 85, 500, 99]
subheadline: CHALLENGE TO BRITAIN. bbox=[1432, 1223, 1587, 1238]
divider bbox=[374, 500, 465, 501]
headline: DANISH ANNIVERSARY bbox=[1653, 1032, 1912, 1058]
article-paragraph: The Justice Department has filed a civil anti-trust action against eight major motion picture producers, or directors, seeking to divorce the production, distribution and exhibition phases of the industry. bbox=[289, 573, 549, 620]
article-paragraph: The chairman, the Secretary-Manager and the Engineer, Mr H. B. Keenan, were appointed to attend the Electric Power Boards' and Supply Authorities' Association annual conference. bbox=[17, 1289, 277, 1336]
article-paragraph: Accounts amounting to £10,256 1s 10d were passed. bbox=[27, 1277, 243, 1289]
article bbox=[1107, 1172, 1367, 1356]
article-paragraph: The other rivers of France, such as the Garonne, the Rhône, and the Oise, are equally favoured. The canal du Midi, 148 miles long, whose summit level is 600 feet above the sea and has 100 locks and 50 aqueducts enables a canoeer to go from the Atlantic to the Mediterranean by water. Canoes are carried by the French railway companies as luggage at very low rates. The Touring Club de France has published a number of river guides. bbox=[1652, 624, 1912, 719]
subheadline: AUCKLAND bbox=[930, 107, 999, 122]
byline: (Recd This Day, 11.45 a.m.) bbox=[361, 354, 478, 366]
article-paragraph: While in Wellington Sir E. Ellington will be the guest of Lord Galway at Government House. bbox=[1107, 986, 1367, 1009]
divider bbox=[646, 1219, 737, 1220]
dateline: WELLINGTON, This Day. bbox=[1180, 161, 1295, 173]
dateline: AUCKLAND, This Day. bbox=[912, 138, 1017, 150]
divider bbox=[1192, 1392, 1283, 1393]
dateline: NEW YORK, July 20. bbox=[1462, 702, 1557, 714]
article-paragraph: Outlining the evidence for the prosecution, Mr Meredith said the accused girl lived with her parents. On October 27, she gave birth to an illegitimate child, and when she and the child returned to her home from a nursing home she made several unsuccessful attempts to have the child placed in an orphanage. There was some unpleasantness in the home over the child, which culminated in a quarrel between the girl and her father on April 2. She told her father to "Go to hell." He replied that if that was the way she felt, she had better get out of the home with her baby. Accused went to a neighbour's place, and said she was going to send her baby away that night, that she was going to Te Kopuru, to meet a lady who was going to adopt the baby, and asked that a girl of the neighbour's should help her to carry the baby. That night accused and Miss Alves walked to Te Kopuru with the baby. Accused said she was to meet a lady at the Te Kopuru post office at 8 p.m. When they arrived there, no lady was there. Miss Alves went on to the Old Men's Home, where she worked, and went to bed. About an hour later accused came to her room and said the lady had come and taken the child. bbox=[835, 987, 1094, 1225]
divider bbox=[374, 931, 465, 932]
headline: DUNEDIN bbox=[835, 520, 1094, 547]
subheadline: THE RATANA RAILWAY SMASH bbox=[1417, 85, 1602, 99]
